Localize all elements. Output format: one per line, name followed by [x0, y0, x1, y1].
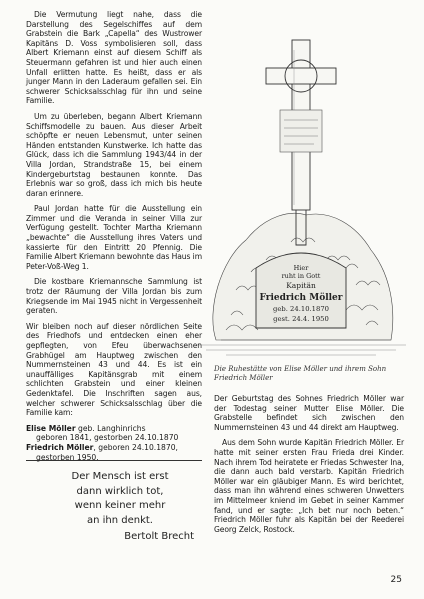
tablet-line2: ruht in Gott	[281, 272, 321, 280]
elise-name: Elise Möller	[26, 423, 76, 433]
quote-line1: Der Mensch ist erst	[71, 471, 169, 482]
paragraph-models: Um zu überleben, begann Albert Kriemann Schiffsmodelle zu bauen. Aus dieser Arbeit schöpfte er neuen Lebensmut, unter seinen Händen entstanden Kunstwerke. Ich hatte das Glück, dass ich die Sammlung 1943/44 in der Villa Jordan, Strandstraße 15, bei einem Kindergeburtstag bestaunen konnte. Das Erlebnis war so groß, dass ich mich bis heute daran erinnere.	[26, 111, 202, 198]
left-column	[26, 10, 202, 468]
friedrich-birth: , geboren 24.10.1870,	[93, 442, 178, 452]
divider-line	[26, 460, 202, 461]
quote-line3: wenn keiner mehr	[74, 500, 166, 512]
paragraph-birthday: Der Geburtstag des Sohnes Friedrich Möller war der Todestag seiner Mutter Elise Möller. Die Grabstelle befindet sich zwischen den Nummernsteinen 43 und 44 direkt am Hauptweg.	[214, 394, 404, 432]
tablet-line5: geb. 24.10.1870	[273, 305, 329, 313]
paragraph-collection: Die kostbare Kriemannsche Sammlung ist trotz der Räumung der Villa Jordan bis zum Kriegsende im Mai 1945 nicht in Vergessenheit geraten.	[26, 277, 202, 316]
family-list	[26, 424, 202, 462]
paragraph-captain: Aus dem Sohn wurde Kapitän Friedrich Möller. Er hatte mit seiner ersten Frau Frieda drei Kinder. Nach ihrem Tod heiratete er Friedas Schwester Ina, die dann auch bald verstarb. Kapitän Friedrich Möller war ein gläubiger Mann. Es wird berichtet, dass man ihn während eines schweren Unwetters im Mittelmeer kniend im Gebet in seiner Kammer fand, und er sagte: „Ich bet nur noch beten.“ Friedrich Möller fuhr als Kapitän bei der Reederei Georg Zelck, Rostock.	[214, 438, 404, 534]
memorial-tablet	[256, 253, 346, 328]
elise-birthname: geb. Langhinrichs	[75, 423, 146, 433]
ground-hatching	[196, 345, 406, 355]
brecht-quote	[40, 470, 200, 545]
elise-entry	[26, 424, 202, 434]
page-number: 25	[390, 575, 402, 585]
quote-line4: an ihn denkt.	[86, 514, 153, 526]
tablet-line6: gest. 24.4. 1950	[273, 315, 329, 323]
friedrich-name: Friedrich Möller	[26, 442, 94, 452]
quote-author: Bertolt Brecht	[124, 531, 194, 543]
paragraph-exhibition: Paul Jordan hatte für die Ausstellung ein Zimmer und die Veranda in seiner Villa zur Verfügung gestellt. Tochter Martha Kriemann „bewachte“ die Ausstellung ihres Vaters und kassierte für den Eintritt 20 Pfennig. Die Familie Albert Kriemann bewohnte das Haus im Peter-Voß-Weg 1.	[26, 204, 202, 271]
grave-illustration	[196, 10, 406, 365]
cross-plaque	[280, 110, 322, 152]
paragraph-grave: Wir bleiben noch auf dieser nördlichen Seite des Friedhofs und entdecken einen eher gepflegten, von Efeu überwachsenen Grabhügel am Hauptweg zwischen den Nummernsteinen 43 und 44. Es ist ein unauffälliges Kapitänsgrab mit einem schlichten Grabstein und einer kleinen Gedenktafel. Die Inschriften sagen aus, welcher schwerer Schicksalsschlag über die Familie kam:	[26, 321, 202, 418]
figure-caption: Die Ruhestätte von Elise Möller und ihrem Sohn Friedrich Möller	[214, 365, 387, 382]
friedrich-death: gestorben 1950.	[36, 452, 99, 462]
friedrich-entry	[26, 443, 202, 453]
tablet-line4: Friedrich Möller	[259, 293, 343, 303]
quote-line2: dann wirklich tot,	[76, 485, 164, 497]
right-column	[214, 394, 404, 540]
elise-dates: geboren 1841, gestorben 24.10.1870	[36, 433, 179, 443]
paragraph-ship: Die Vermutung liegt nahe, dass die Darstellung des Segelschiffes auf dem Grabstein die Bark „Capella“ des Wustrower Kapitäns D. Voss symbolisieren soll, dass Albert Kriemann einst auf diesem Schiff als Steuermann gefahren ist und hier auch einen Unfall erlitten hatte. Es heißt, dass er als junger Mann in den Laderaum gefallen sei. Ein schwerer Schicksalsschlag für ihn und seine Familie.	[26, 10, 202, 106]
tablet-line1: Hier	[293, 264, 309, 272]
tablet-line3: Kapitän	[286, 281, 316, 290]
